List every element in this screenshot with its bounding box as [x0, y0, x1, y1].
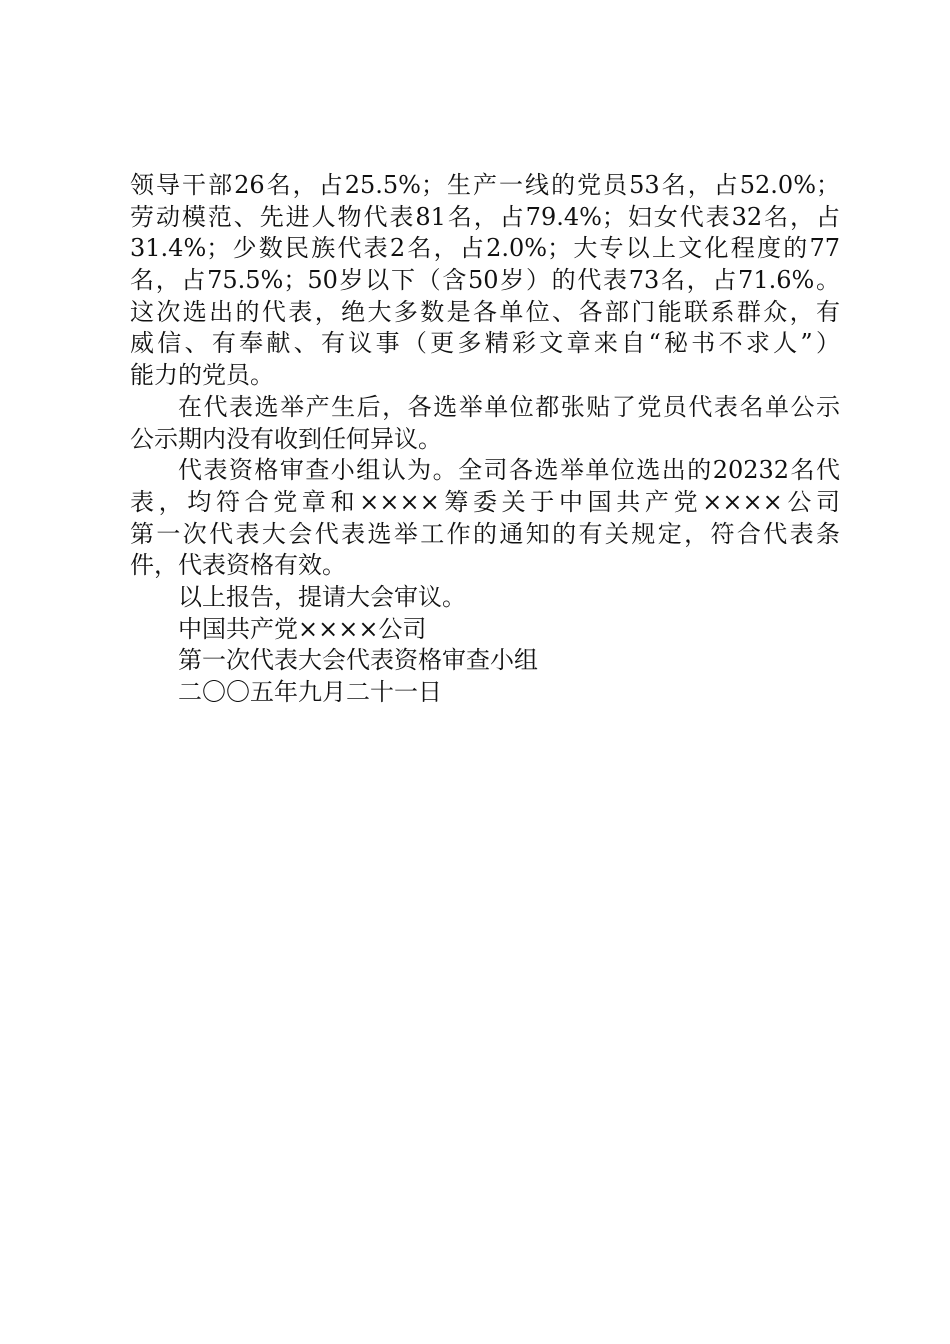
signature-group: 第一次代表大会代表资格审查小组 [178, 646, 538, 675]
text-line: 劳动模范、先进人物代表81名，占79.4%；妇女代表32名，占 [130, 202, 840, 231]
text-line: 代表资格审查小组认为。全司各选举单位选出的20232名代 [178, 456, 840, 485]
text-line: 31.4%；少数民族代表2名，占2.0%；大专以上文化程度的77 [130, 234, 840, 263]
text-line: 威信、有奉献、有议事（更多精彩文章来自“秘书不求人”） [130, 329, 840, 358]
text-line: 表，均符合党章和××××筹委关于中国共产党××××公司 [130, 487, 840, 516]
text-line: 领导干部26名，占25.5%；生产一线的党员53名，占52.0%； [130, 171, 840, 199]
text-line: 件，代表资格有效。 [130, 551, 346, 580]
text-line: 以上报告，提请大会审议。 [178, 582, 466, 611]
text-line: 名，占75.5%；50岁以下（含50岁）的代表73名，占71.6%。 [130, 266, 840, 295]
text-line: 这次选出的代表，绝大多数是各单位、各部门能联系群众，有 [130, 297, 840, 326]
text-line: 第一次代表大会代表选举工作的通知的有关规定，符合代表条 [130, 519, 840, 548]
text-line: 在代表选举产生后，各选举单位都张贴了党员代表名单公示 [178, 392, 840, 421]
text-line: 公示期内没有收到任何异议。 [130, 424, 442, 453]
signature-date: 二〇〇五年九月二十一日 [178, 678, 442, 706]
document-body [130, 170, 840, 709]
text-line: 能力的党员。 [130, 361, 274, 390]
signature-organization: 中国共产党××××公司 [178, 614, 427, 643]
